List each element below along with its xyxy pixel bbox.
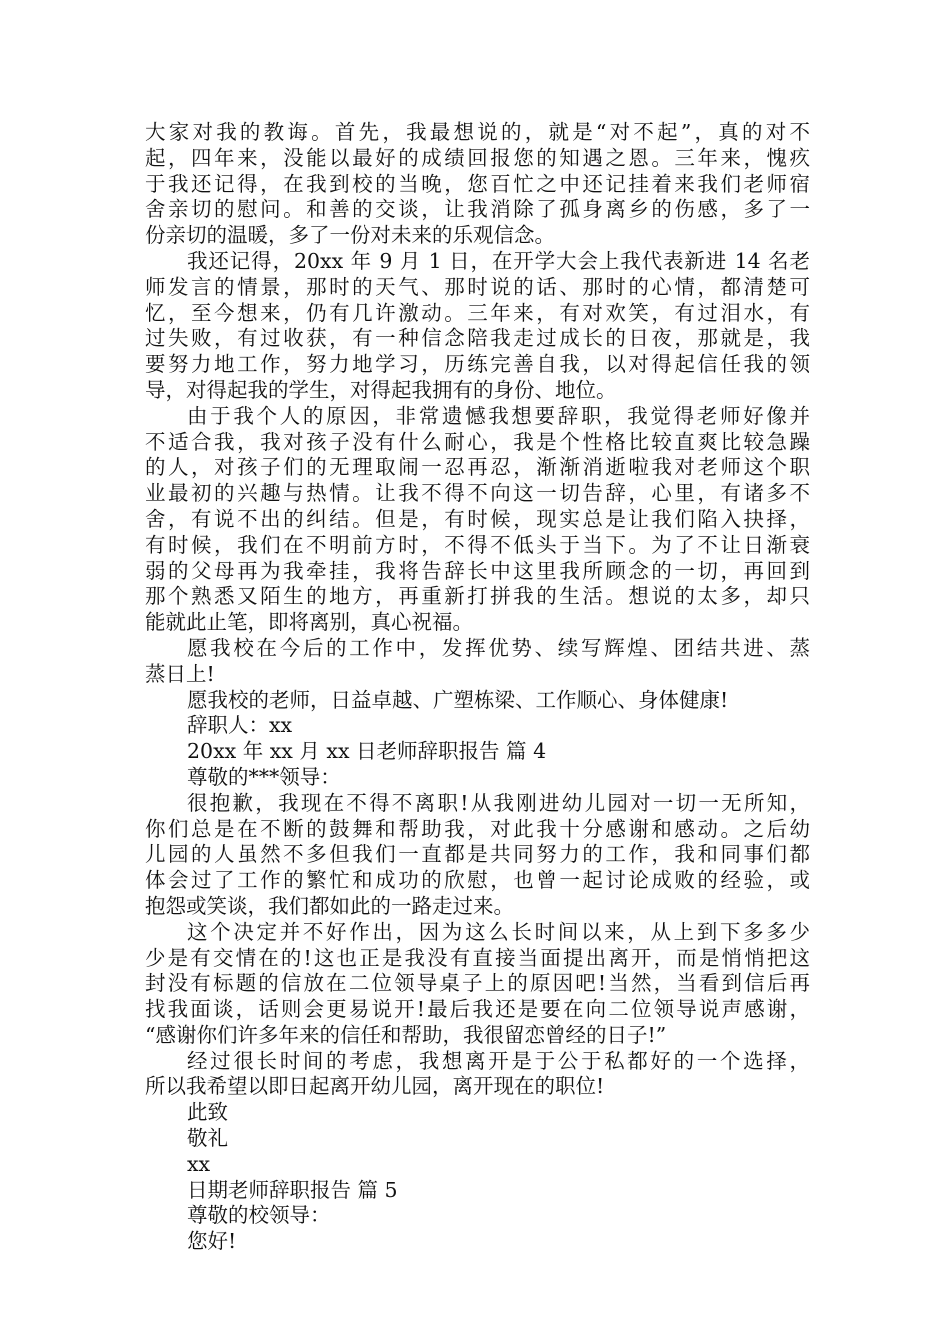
text-line: 师发言的情景，那时的天气、那时说的话、那时的心情，都清楚可 — [145, 274, 810, 299]
text-line: 导，对得起我的学生，对得起我拥有的身份、地位。 — [145, 377, 617, 402]
text-line: “感谢你们许多年来的信任和帮助，我很留恋曾经的日子!” — [145, 1022, 667, 1047]
text-line: 所以我希望以即日起离开幼儿园，离开现在的职位! — [145, 1074, 605, 1099]
text-line: 我还记得，20xx 年 9 月 1 日，在开学大会上我代表新进 14 名老 — [187, 248, 810, 273]
text-line: 抱怨或笑谈，我们都如此的一路走过来。 — [145, 893, 514, 918]
text-line: 那个熟悉又陌生的地方，再重新打拼我的生活。想说的太多，却只 — [145, 584, 810, 609]
text-line: 大家对我的教诲。首先，我最想说的，就是“对不起”，真的对不 — [145, 120, 810, 144]
text-line: 愿我校在今后的工作中，发挥优势、续写辉煌、团结共进、蒸 — [187, 635, 810, 660]
text-line: 愿我校的老师，日益卓越、广塑栋梁、工作顺心、身体健康! — [187, 687, 729, 712]
text-line: 此致 — [187, 1100, 228, 1125]
text-line: 辞职人：xx — [187, 713, 293, 738]
text-line: 舍，有说不出的纠结。但是，有时候，现实总是让我们陷入抉择， — [145, 506, 810, 531]
text-line: 很抱歉，我现在不得不离职!从我刚进幼儿园对一切一无所知， — [187, 790, 810, 815]
text-line: 这个决定并不好作出，因为这么长时间以来，从上到下多多少 — [187, 919, 810, 944]
text-line: 过失败，有过收获，有一种信念陪我走过成长的日夜，那就是，我 — [145, 326, 810, 351]
text-line: 找我面谈，话则会更易说开!最后我还是要在向二位领导说声感谢， — [145, 997, 810, 1022]
text-line: 少是有交情在的!这也正是我没有直接当面提出离开，而是悄悄把这 — [145, 945, 810, 970]
text-line: 不适合我，我对孩子没有什么耐心，我是个性格比较直爽比较急躁 — [145, 429, 810, 454]
text-line: 弱的父母再为我牵挂，我将告辞长中这里我所顾念的一切，再回到 — [145, 558, 810, 583]
text-line: 份亲切的温暖，多了一份对未来的乐观信念。 — [145, 223, 555, 248]
text-line: 要努力地工作，努力地学习，历练完善自我，以对得起信任我的领 — [145, 352, 810, 377]
text-line: 蒸日上! — [145, 661, 215, 686]
text-line: 您好! — [187, 1229, 237, 1254]
text-line: 由于我个人的原因，非常遗憾我想要辞职，我觉得老师好像并 — [187, 403, 810, 428]
text-line: 忆，至今想来，仍有几许激动。三年来，有对欢笑，有过泪水，有 — [145, 300, 810, 325]
text-line: 你们总是在不断的鼓舞和帮助我，对此我十分感谢和感动。之后幼 — [145, 816, 810, 841]
document-page — [145, 120, 810, 1255]
text-line: xx — [187, 1151, 211, 1176]
text-line: 业最初的兴趣与热情。让我不得不向这一切告辞，心里，有诸多不 — [145, 481, 810, 506]
text-line: 能就此止笔，即将离别，真心祝福。 — [145, 610, 473, 635]
text-line: 尊敬的***领导： — [187, 764, 341, 789]
text-line: 起，四年来，没能以最好的成绩回报您的知遇之恩。三年来，愧疚 — [145, 145, 810, 170]
text-line: 封没有标题的信放在二位领导桌子上的原因吧!当然，当看到信后再 — [145, 971, 810, 996]
text-line: 20xx 年 xx 月 xx 日老师辞职报告 篇 4 — [187, 739, 547, 764]
text-line: 的人，对孩子们的无理取闹一忍再忍，渐渐消逝啦我对老师这个职 — [145, 455, 810, 480]
text-line: 日期老师辞职报告 篇 5 — [187, 1177, 398, 1202]
text-line: 舍亲切的慰问。和善的交谈，让我消除了孤身离乡的伤感，多了一 — [145, 197, 810, 222]
text-line: 经过很长时间的考虑，我想离开是于公于私都好的一个选择， — [187, 1048, 810, 1073]
text-line: 有时候，我们在不明前方时，不得不低头于当下。为了不让日渐衰 — [145, 532, 810, 557]
text-line: 敬礼 — [187, 1126, 228, 1151]
text-line: 于我还记得，在我到校的当晚，您百忙之中还记挂着来我们老师宿 — [145, 171, 810, 196]
text-line: 儿园的人虽然不多但我们一直都是共同努力的工作，我和同事们都 — [145, 842, 810, 867]
text-line: 体会过了工作的繁忙和成功的欣慰，也曾一起讨论成败的经验，或 — [145, 868, 810, 893]
text-line: 尊敬的校领导： — [187, 1203, 331, 1228]
